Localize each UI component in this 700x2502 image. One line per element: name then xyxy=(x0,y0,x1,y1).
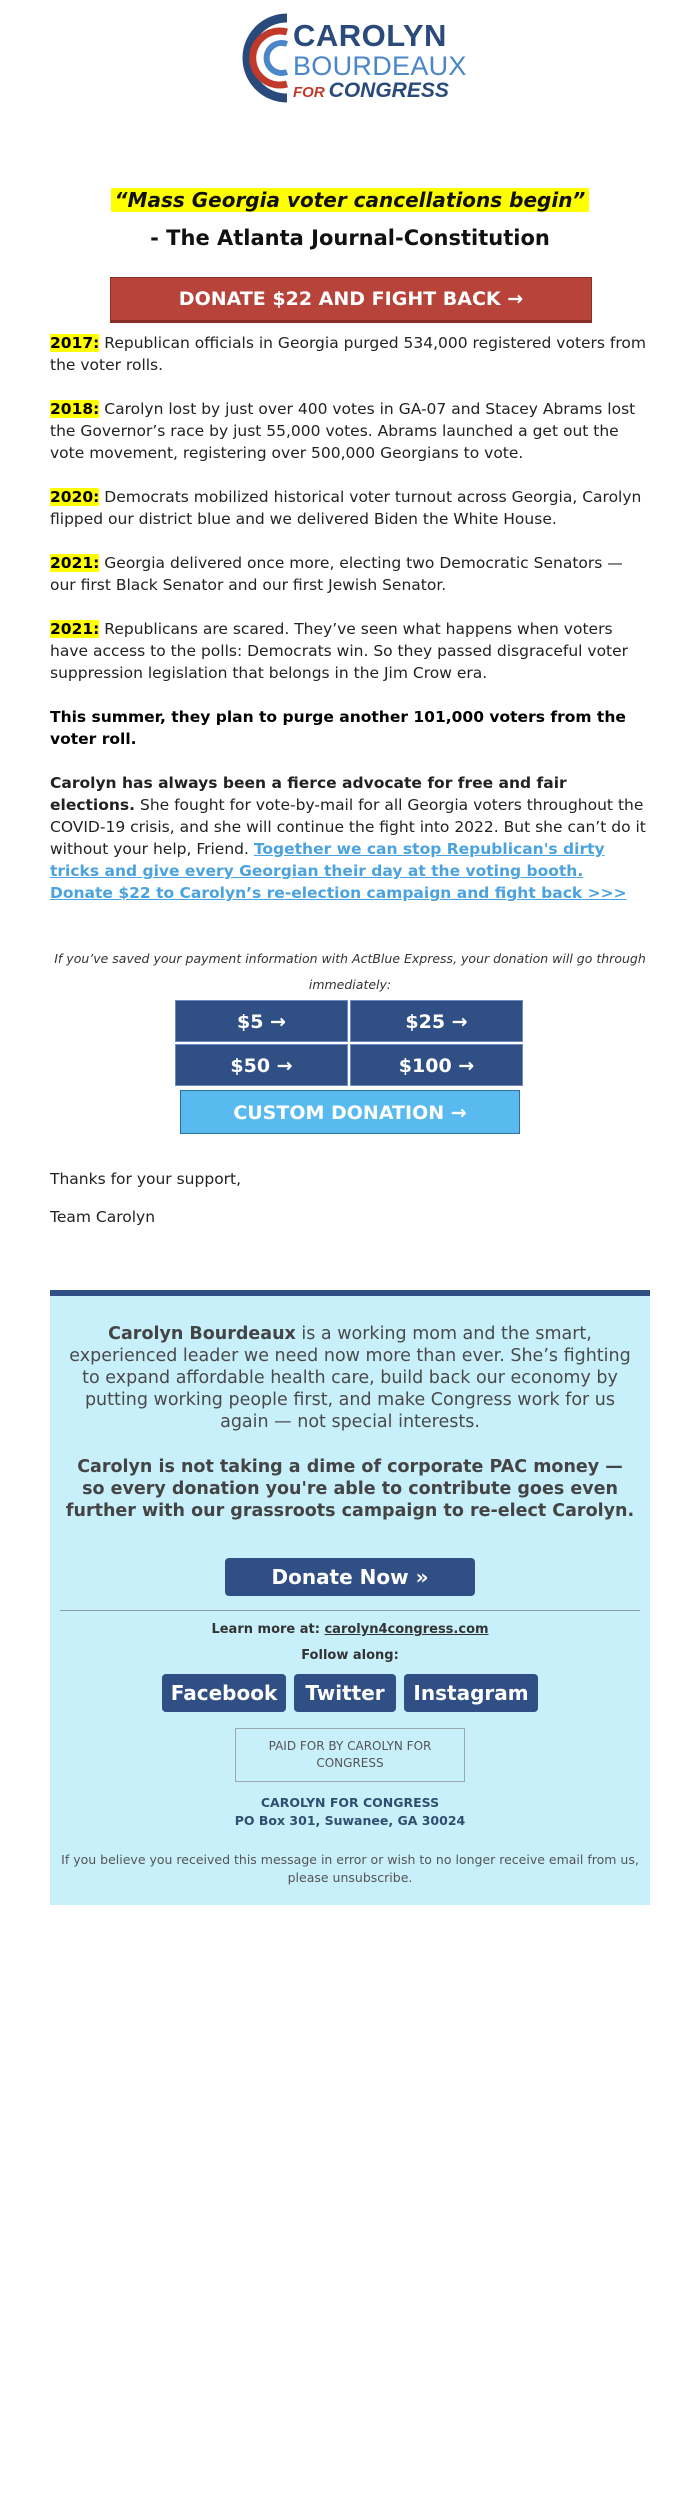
footer-bio xyxy=(65,1323,635,1433)
org-name: CAROLYN FOR CONGRESS xyxy=(260,1795,440,1810)
headline xyxy=(50,188,650,212)
timeline-year: 2017: xyxy=(50,334,100,352)
donate-22-button[interactable]: DONATE $22 AND FIGHT BACK → xyxy=(110,277,592,321)
donate-22-link[interactable]: Together we can stop Republican's dirty tricks and give every Georgian their day at the voting booth. Donate $22 to Carolyn’s re-election campaign and fight back >>> xyxy=(50,840,627,902)
custom-donation-button[interactable]: CUSTOM DONATION → xyxy=(180,1090,520,1134)
timeline-item-2021a xyxy=(50,552,650,596)
timeline-text: Republicans are scared. They’ve seen what happens when voters have access to the polls: Democrats win. So they passed disgraceful voter suppression legislation that belongs in the Jim Crow era. xyxy=(50,620,629,682)
advocate-paragraph xyxy=(50,772,650,904)
logo-congress: CONGRESS xyxy=(328,79,449,102)
timeline-item-2018 xyxy=(50,398,650,464)
logo-line-congress xyxy=(293,79,449,103)
facebook-button[interactable]: Facebook xyxy=(162,1674,286,1712)
paid-for-box: PAID FOR BY CAROLYN FOR CONGRESS xyxy=(235,1728,465,1782)
timeline-text: Carolyn lost by just over 400 votes in GA-07 and Stacey Abrams lost the Governor’s race by just 55,000 votes. Abrams launched a get out the vote movement, registering over 500,000 Georgians to vote. xyxy=(50,400,636,462)
headline-quote: “Mass Georgia voter cancellations begin” xyxy=(111,188,590,212)
signoff-thanks: Thanks for your support, xyxy=(50,1170,242,1188)
footer-divider xyxy=(60,1610,640,1611)
logo-line-carolyn: CAROLYN xyxy=(293,18,447,53)
org-info xyxy=(50,1794,650,1830)
timeline-item-2020 xyxy=(50,486,650,530)
actblue-note: If you’ve saved your payment information with ActBlue Express, your donation will go through immediately: xyxy=(54,951,646,992)
timeline-year: 2021: xyxy=(50,554,100,572)
timeline-year: 2020: xyxy=(50,488,100,506)
unsubscribe-note[interactable]: If you believe you received this message in error or wish to no longer receive email from us, please unsubscribe. xyxy=(61,1852,639,1885)
logo-for: FOR xyxy=(293,84,325,101)
footer xyxy=(50,1290,650,1905)
timeline-item-2021b xyxy=(50,618,650,684)
timeline-text: Republican officials in Georgia purged 534,000 registered voters from the voter rolls. xyxy=(50,334,647,374)
twitter-button[interactable]: Twitter xyxy=(294,1674,396,1712)
bio-name: Carolyn Bourdeaux xyxy=(108,1324,296,1344)
timeline-year: 2021: xyxy=(50,620,100,638)
bio-text: is a working mom and the smart, experienced leader we need now more than ever. She’s fighting to expand affordable health care, build back our economy by putting working people first, and make Congress work for us again — not special interests. xyxy=(69,1324,631,1432)
purge-statement: This summer, they plan to purge another 101,000 voters from the voter roll. xyxy=(50,708,626,748)
donate-25-button[interactable]: $25 → xyxy=(350,1000,523,1042)
timeline-item-2017 xyxy=(50,332,650,376)
website-link[interactable]: carolyn4congress.com xyxy=(324,1622,489,1637)
learn-more xyxy=(50,1622,650,1637)
campaign-logo xyxy=(235,10,465,110)
learn-prefix: Learn more at: xyxy=(211,1622,325,1637)
timeline-year: 2018: xyxy=(50,400,100,418)
signoff-team: Team Carolyn xyxy=(50,1208,156,1226)
timeline-text: Democrats mobilized historical voter turnout across Georgia, Carolyn flipped our district blue and we delivered Biden the White House. xyxy=(50,488,642,528)
org-address: PO Box 301, Suwanee, GA 30024 xyxy=(234,1813,466,1828)
logo-ring-icon xyxy=(235,10,291,106)
instagram-button[interactable]: Instagram xyxy=(404,1674,538,1712)
donate-50-button[interactable]: $50 → xyxy=(175,1044,348,1086)
advocate-text: She fought for vote-by-mail for all Georgia voters throughout the COVID-19 crisis, and she will continue the fight into 2022. But she can’t do it without your help, Friend. xyxy=(50,796,646,858)
follow-along: Follow along: xyxy=(301,1648,399,1663)
advocate-bold: Carolyn has always been a fierce advocate for free and fair elections. xyxy=(50,774,567,814)
logo-line-bourdeaux: BOURDEAUX xyxy=(293,51,467,81)
donate-now-button[interactable]: Donate Now » xyxy=(225,1558,475,1596)
footer-pac-statement: Carolyn is not taking a dime of corporate PAC money — so every donation you're able to contribute goes even further with our grassroots campaign to re-elect Carolyn. xyxy=(65,1457,635,1521)
donate-5-button[interactable]: $5 → xyxy=(175,1000,348,1042)
donate-100-button[interactable]: $100 → xyxy=(350,1044,523,1086)
timeline-text: Georgia delivered once more, electing two Democratic Senators — our first Black Senator and our first Jewish Senator. xyxy=(50,554,623,594)
headline-source: - The Atlanta Journal-Constitution xyxy=(150,226,550,250)
